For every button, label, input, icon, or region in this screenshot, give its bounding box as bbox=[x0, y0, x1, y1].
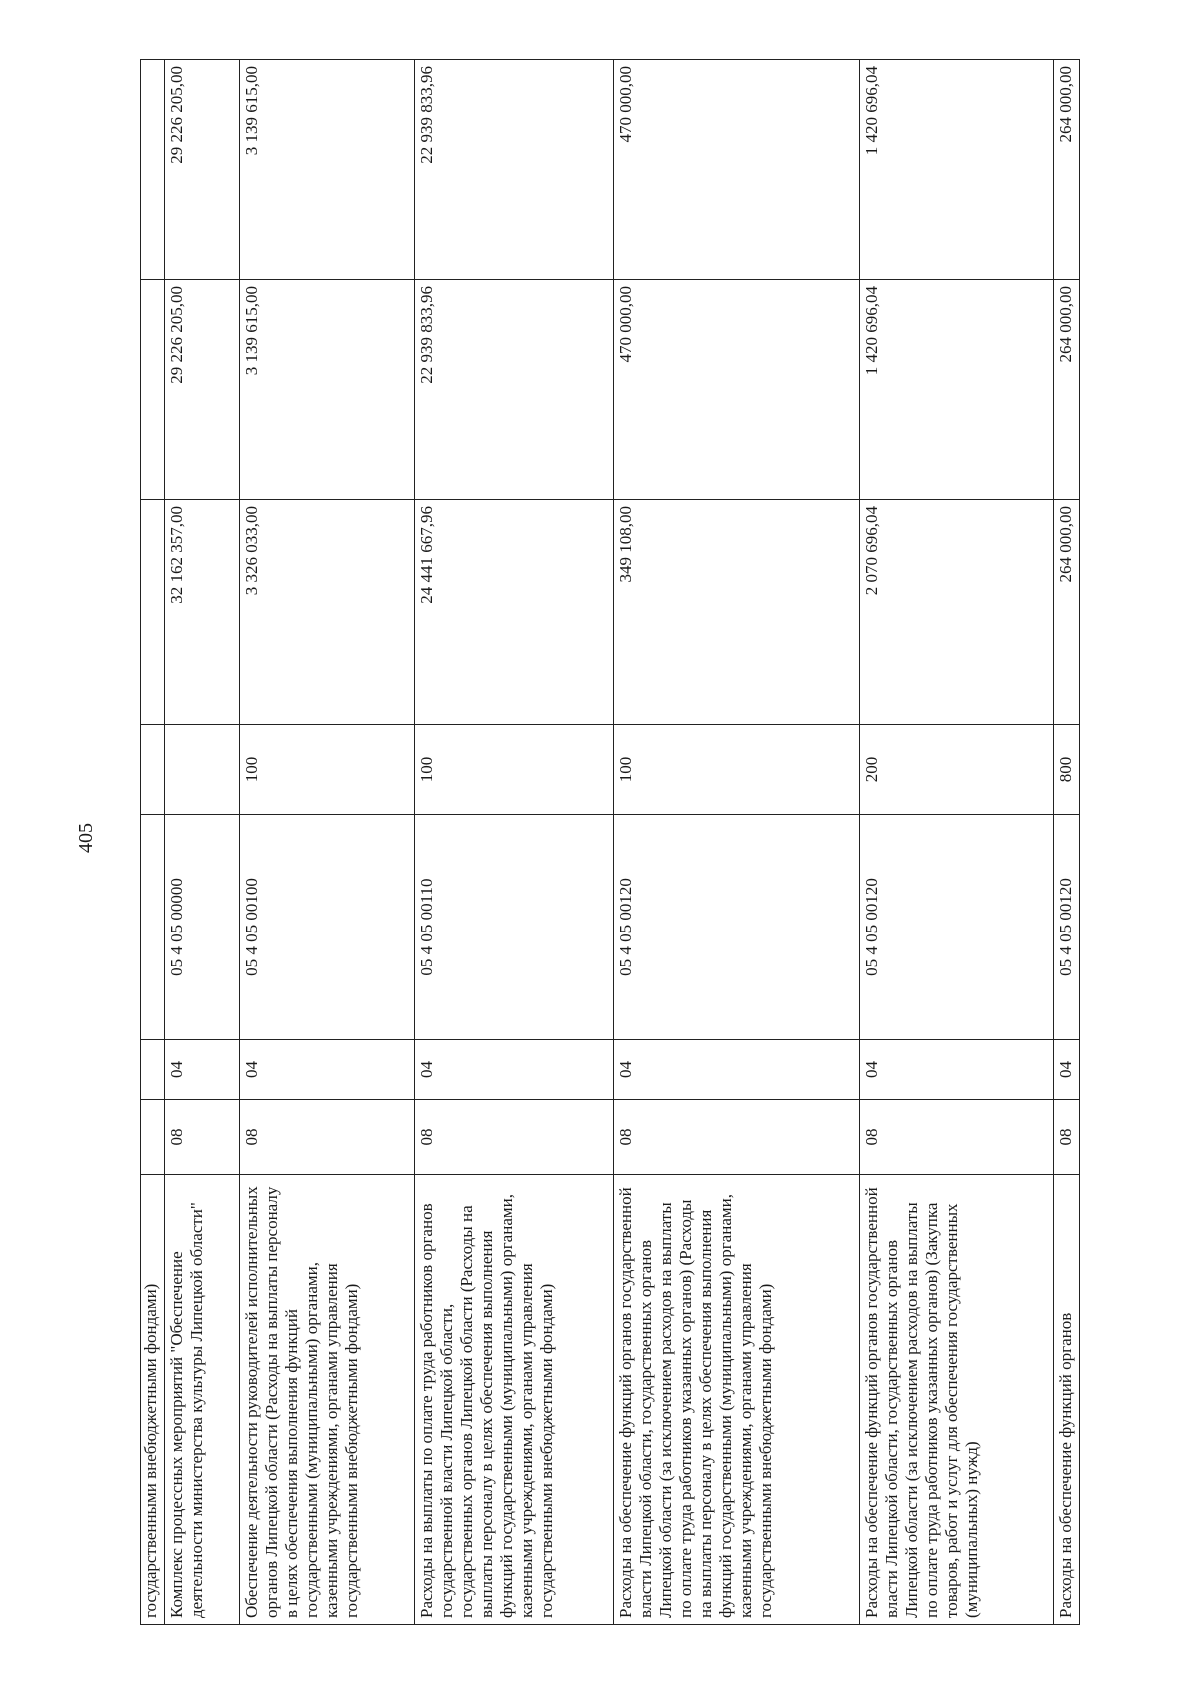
amount-year-1: 24 441 667,96 bbox=[415, 500, 613, 725]
section-code: 08 bbox=[613, 1100, 859, 1175]
table-row bbox=[859, 60, 1053, 1625]
target-article-code: 05 4 05 00120 bbox=[613, 815, 859, 1040]
row-name: государственными внебюджетными фондами) bbox=[141, 1175, 165, 1625]
section-code: 08 bbox=[1053, 1100, 1079, 1175]
subsection-code: 04 bbox=[164, 1040, 239, 1100]
subsection-code: 04 bbox=[859, 1040, 1053, 1100]
expense-type-code: 100 bbox=[240, 725, 415, 815]
section-code: 08 bbox=[164, 1100, 239, 1175]
section-code: 08 bbox=[240, 1100, 415, 1175]
table-row bbox=[613, 60, 859, 1625]
subsection-code: 04 bbox=[1053, 1040, 1079, 1100]
table-row bbox=[164, 60, 239, 1625]
amount-year-3: 3 139 615,00 bbox=[240, 60, 415, 280]
amount-year-1: 2 070 696,04 bbox=[859, 500, 1053, 725]
target-article-code: 05 4 05 00120 bbox=[1053, 815, 1079, 1040]
subsection-code: 04 bbox=[415, 1040, 613, 1100]
amount-year-1: 264 000,00 bbox=[1053, 500, 1079, 725]
row-name: Расходы на обеспечение функций органов государственной власти Липецкой области, государственных органов Липецкой области (за исключением расходов на выплаты по оплате труда работников указанных органов) (Закупка товаров, работ и услуг для обеспечения государственных (муниципальных) нужд) bbox=[859, 1175, 1053, 1625]
expense-type-code bbox=[164, 725, 239, 815]
table-row bbox=[415, 60, 613, 1625]
target-article-code: 05 4 05 00120 bbox=[859, 815, 1053, 1040]
budget-table-wrapper bbox=[140, 60, 1080, 1625]
section-code: 08 bbox=[415, 1100, 613, 1175]
amount-year-1: 3 326 033,00 bbox=[240, 500, 415, 725]
target-article-code bbox=[141, 815, 165, 1040]
section-code bbox=[141, 1100, 165, 1175]
table-row bbox=[141, 60, 165, 1625]
target-article-code: 05 4 05 00110 bbox=[415, 815, 613, 1040]
expense-type-code: 100 bbox=[415, 725, 613, 815]
amount-year-1: 349 108,00 bbox=[613, 500, 859, 725]
amount-year-3: 29 226 205,00 bbox=[164, 60, 239, 280]
amount-year-3: 264 000,00 bbox=[1053, 60, 1079, 280]
expense-type-code: 200 bbox=[859, 725, 1053, 815]
subsection-code bbox=[141, 1040, 165, 1100]
amount-year-2: 1 420 696,04 bbox=[859, 280, 1053, 500]
budget-table bbox=[140, 59, 1080, 1625]
amount-year-3: 1 420 696,04 bbox=[859, 60, 1053, 280]
expense-type-code: 800 bbox=[1053, 725, 1079, 815]
table-row bbox=[1053, 60, 1079, 1625]
expense-type-code bbox=[141, 725, 165, 815]
row-name: Обеспечение деятельности руководителей исполнительных органов Липецкой области (Расходы на выплаты персоналу в целях обеспечения выполнения функций государственными (муниципальными) органами, казенными учреждениями, органами управления государственными внебюджетными фондами) bbox=[240, 1175, 415, 1625]
amount-year-2: 29 226 205,00 bbox=[164, 280, 239, 500]
amount-year-1 bbox=[141, 500, 165, 725]
amount-year-2 bbox=[141, 280, 165, 500]
subsection-code: 04 bbox=[240, 1040, 415, 1100]
table-row bbox=[240, 60, 415, 1625]
section-code: 08 bbox=[859, 1100, 1053, 1175]
row-name: Комплекс процессных мероприятий "Обеспечение деятельности министерства культуры Липецкой области" bbox=[164, 1175, 239, 1625]
target-article-code: 05 4 05 00100 bbox=[240, 815, 415, 1040]
amount-year-2: 3 139 615,00 bbox=[240, 280, 415, 500]
subsection-code: 04 bbox=[613, 1040, 859, 1100]
amount-year-2: 22 939 833,96 bbox=[415, 280, 613, 500]
amount-year-1: 32 162 357,00 bbox=[164, 500, 239, 725]
row-name: Расходы на обеспечение функций органов государственной власти Липецкой области, государственных органов Липецкой области (за исключением расходов на выплаты по оплате труда работников указанных органов) (Расходы на выплаты персоналу в целях обеспечения выполнения функций государственными (муниципальными) органами, казенными учреждениями, органами управления государственными внебюджетными фондами) bbox=[613, 1175, 859, 1625]
row-name: Расходы на выплаты по оплате труда работников органов государственной власти Липецкой области, государственных органов Липецкой области (Расходы на выплаты персоналу в целях обеспечения выполнения функций государственными (муниципальными) органами, казенными учреждениями, органами управления государственными внебюджетными фондами) bbox=[415, 1175, 613, 1625]
amount-year-2: 264 000,00 bbox=[1053, 280, 1079, 500]
page-number: 405 bbox=[75, 823, 97, 853]
target-article-code: 05 4 05 00000 bbox=[164, 815, 239, 1040]
amount-year-3 bbox=[141, 60, 165, 280]
amount-year-3: 22 939 833,96 bbox=[415, 60, 613, 280]
amount-year-3: 470 000,00 bbox=[613, 60, 859, 280]
amount-year-2: 470 000,00 bbox=[613, 280, 859, 500]
row-name: Расходы на обеспечение функций органов bbox=[1053, 1175, 1079, 1625]
expense-type-code: 100 bbox=[613, 725, 859, 815]
